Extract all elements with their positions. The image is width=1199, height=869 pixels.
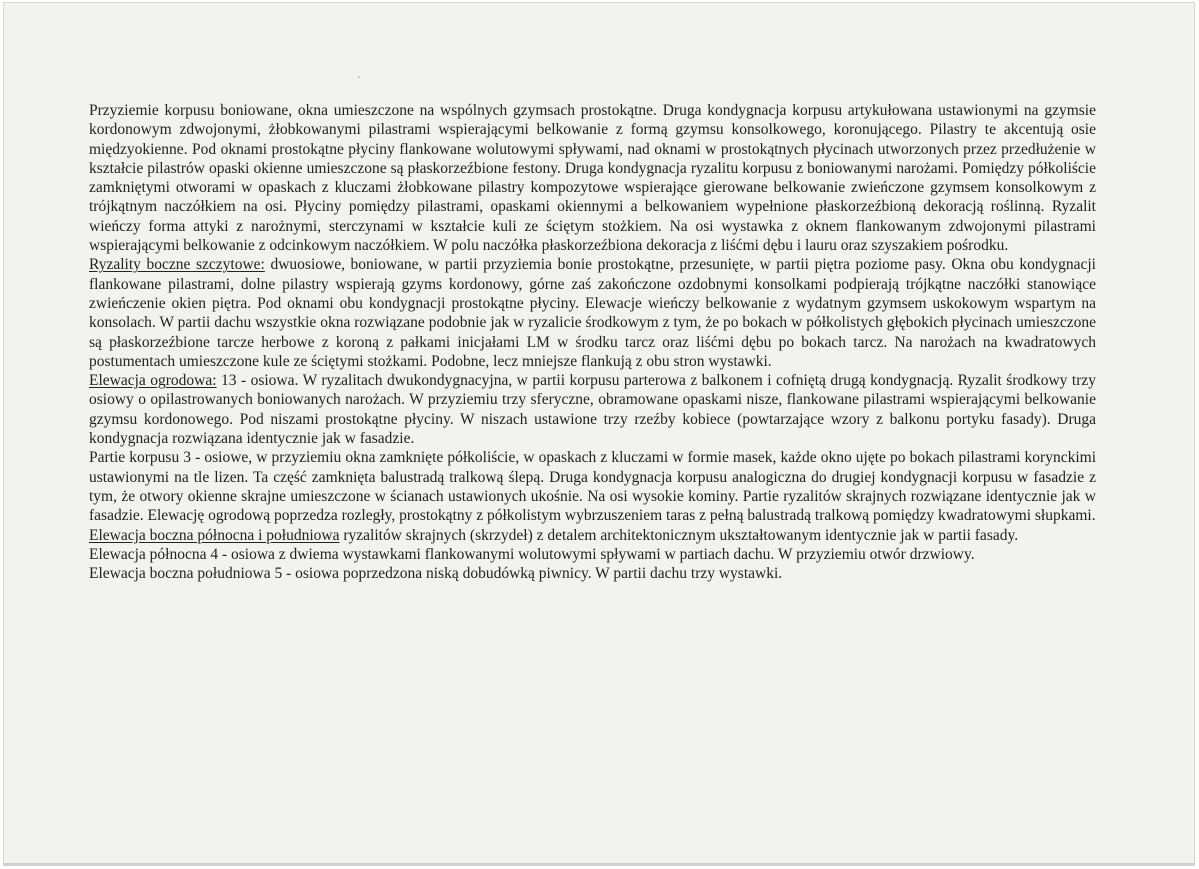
paragraph-partie-korpusu [89, 448, 1096, 525]
paragraph-text: 13 - osiowa. W ryzalitach dwukondygnacyjna, w partii korpusu parterowa z balkonem i cofniętą drugą kondygnacją. Ryzalit środkowy trzy osiowy o opilastrowanych boniowanych narożach. W przyziemiu trzy sferyczne, obramowane opaskami nisze, flankowane pilastrami wspierającymi belkowanie gzymsu kordonowego. Pod niszami prostokątne płyciny. W niszach ustawione trzy rzeźby kobiece (powtarzające wzory z balkonu portyku fasady). Druga kondygnacja rozwiązana identycznie jak w fasadzie. [89, 372, 1096, 448]
paragraph-elewacja-ogrodowa [89, 371, 1096, 448]
paragraph-text: Elewacja północna 4 - osiowa z dwiema wystawkami flankowanymi wolutowymi spływami w partiach dachu. W przyziemiu otwór drzwiowy. [89, 545, 975, 563]
paragraph-text: ryzalitów skrajnych (skrzydeł) z detalem architektonicznym ukształtowanym identycznie jak w partii fasady. [339, 526, 1019, 544]
document-body [89, 101, 1096, 583]
scanned-page [3, 2, 1195, 866]
paragraph-lead: Elewacja boczna północna i południowa [89, 526, 340, 544]
paragraph-lead: Ryzality boczne szczytowe: [89, 256, 265, 274]
paragraph-elewacja-boczna [89, 526, 1096, 545]
paragraph-ryzality-boczne [89, 255, 1096, 371]
paragraph-lead: Elewacja ogrodowa: [89, 372, 217, 390]
paragraph-korpus [89, 101, 1096, 255]
paragraph-text: Partie korpusu 3 - osiowe, w przyziemiu okna zamknięte półkoliście, w opaskach z kluczami w formie masek, każde okno ujęte po bokach pilastrami korynckimi ustawionymi na tle lizen. Ta część zamknięta balustradą tralkową ślepą. Druga kondygnacja korpusu analogiczna do drugiej kondygnacji korpusu w fasadzie z tym, że otwory okienne skrajne umieszczone w ścianach ustawionych ukośnie. Na osi wysokie kominy. Partie ryzalitów skrajnych rozwiązane identycznie jak w fasadzie. Elewację ogrodową poprzedza rozległy, prostokątny z półkolistym wybrzuszeniem taras z pełną balustradą tralkową pomiędzy kwadratowymi słupkami. [89, 449, 1096, 525]
paragraph-text: dwuosiowe, boniowane, w partii przyziemia bonie prostokątne, przesunięte, w partii piętra poziome pasy. Okna obu kondygnacji flankowane pilastrami, dolne pilastry wspierają gzyms kordonowy, górne zaś zakończone ozdobnymi konsolkami podpierają trójkątne naczółki stanowiące zwieńczenie okien piętra. Pod oknami obu kondygnacji prostokątne płyciny. Elewacje wieńczy belkowanie z wydatnym gzymsem uskokowym wspartym na konsolach. W partii dachu wszystkie okna rozwiązane podobnie jak w ryzalicie środkowym z tym, że po bokach w półkolistych głębokich płycinach umieszczone są płaskorzeźbione tarcze herbowe z koroną z pałkami inicjałami LM w środku tarcz oraz liśćmi dębu po bokach tarcz. Na narożach na kwadratowych postumentach umieszczone kule ze ściętymi stożkami. Podobne, lecz mniejsze flankują z obu stron wystawki. [89, 256, 1096, 370]
scan-speck [358, 76, 360, 78]
paragraph-text: Elewacja boczna południowa 5 - osiowa poprzedzona niską dobudówką piwnicy. W partii dachu trzy wystawki. [89, 565, 783, 583]
paragraph-text: Przyziemie korpusu boniowane, okna umieszczone na wspólnych gzymsach prostokątne. Druga kondygnacja korpusu artykułowana ustawionymi na gzymsie kordonowym zdwojonymi, żłobkowanymi pilastrami wspierającymi belkowanie z formą gzymsu konsolkowego, koronującego. Pilastry te akcentują osie międzyokienne. Pod oknami prostokątne płyciny flankowane wolutowymi spływami, nad oknami w prostokątnych płycinach utworzonych przez przedłużenie w kształcie pilastrów opaski okienne umieszczone są płaskorzeźbione festony. Druga kondygnacja ryzalitu korpusu z boniowanymi narożami. Pomiędzy półkoliście zamkniętymi otworami w opaskach z kluczami żłobkowane pilastry kompozytowe wspierające gierowane belkowanie zwieńczone gzymsem konsolkowym z trójkątnym naczółkiem na osi. Płyciny pomiędzy pilastrami, opaskami okiennymi a belkowaniem wypełnione płaskorzeźbioną dekoracją roślinną. Ryzalit wieńczy forma attyki z narożnymi, sterczynami w kształcie kuli ze ściętym stożkiem. Na osi wystawka z oknem flankowanym zdwojonymi pilastrami wspierającymi belkowanie z odcinkowym naczółkiem. W polu naczółka płaskorzeźbiona dekoracja z liśćmi dębu i lauru oraz szyszakiem pośrodku. [89, 102, 1096, 255]
paragraph-elewacja-poludniowa [89, 564, 1096, 583]
paragraph-elewacja-polnocna [89, 545, 1096, 564]
